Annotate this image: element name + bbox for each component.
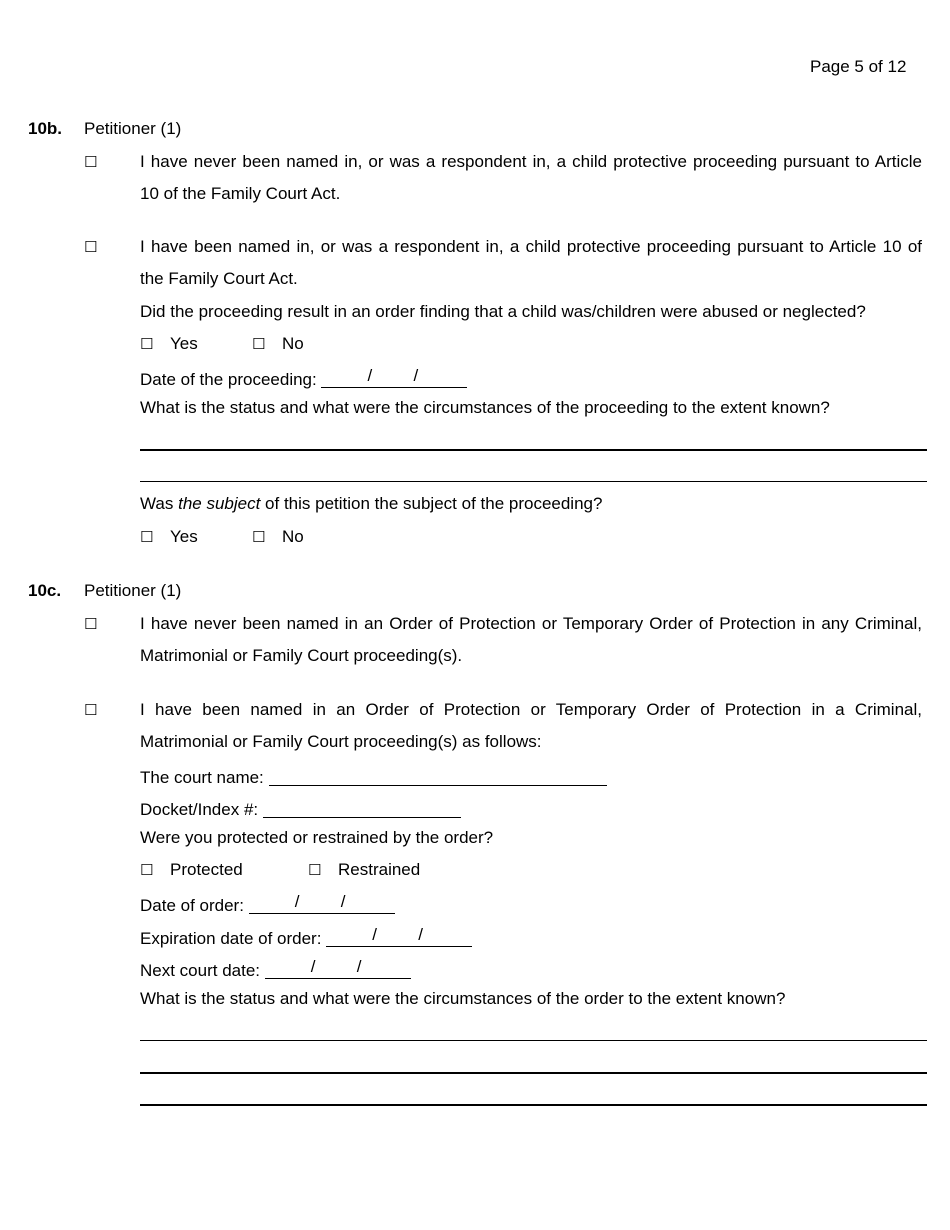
answer-line-10c-3[interactable]: [140, 1104, 927, 1106]
checkbox-10b-never-named[interactable]: ☐: [84, 153, 98, 171]
label-10b-subject-yes: Yes: [170, 527, 198, 546]
date-of-order-label: Date of order:: [140, 896, 244, 915]
next-court-date-field[interactable]: [265, 957, 411, 979]
question-10b-status-circumstances: What is the status and what were the circumstances of the proceeding to the extent known?: [140, 398, 830, 417]
court-name-field[interactable]: [269, 767, 607, 786]
option-10c-have-been-named-text: I have been named in an Order of Protection or Temporary Order of Protection in a Criminal, Matrimonial or Family Court proceeding(s) as follows:: [140, 700, 922, 751]
checkbox-10c-have-been-named[interactable]: ☐: [84, 701, 98, 719]
checkbox-10b-have-been-named[interactable]: ☐: [84, 238, 98, 256]
date-separator: /: [367, 366, 373, 385]
option-10b-have-been-named-text: I have been named in, or was a respondent in, a child protective proceeding pursuant to Article 10 of the Family Court Act.: [140, 237, 922, 288]
answer-line-10b-1[interactable]: [140, 449, 927, 451]
answer-line-10b-2[interactable]: [140, 481, 927, 482]
label-10b-subject-no: No: [282, 527, 304, 546]
docket-index-label: Docket/Index #:: [140, 800, 259, 819]
question-10c-protected-restrained: Were you protected or restrained by the order?: [140, 828, 494, 847]
question-10b-abuse-neglect-result: Did the proceeding result in an order finding that a child was/children were abused or neglected?: [140, 302, 866, 321]
question-10b-subject-of-proceeding: [140, 494, 602, 514]
next-court-date-label: Next court date:: [140, 961, 261, 980]
answer-line-10c-2[interactable]: [140, 1072, 927, 1074]
section-10b-number: 10b.: [28, 119, 63, 138]
checkbox-10b-subject-no[interactable]: ☐: [252, 528, 266, 546]
option-10c-never-named-text: I have never been named in an Order of Protection or Temporary Order of Protection in any Criminal, Matrimonial or Family Court proceeding(s).: [140, 614, 922, 665]
question-10b-subject-pre: Was: [140, 494, 179, 513]
checkbox-10c-protected[interactable]: ☐: [140, 861, 154, 879]
expiration-date-field[interactable]: [326, 925, 472, 947]
section-10b-heading: Petitioner (1): [84, 119, 182, 138]
date-of-proceeding-label: Date of the proceeding:: [140, 370, 317, 389]
expiration-date-row: [140, 925, 472, 949]
date-of-order-field[interactable]: [249, 892, 395, 914]
date-separator: /: [372, 925, 377, 944]
page-number: Page 5 of 12: [810, 57, 907, 76]
checkbox-10c-restrained[interactable]: ☐: [308, 861, 322, 879]
question-10c-status-circumstances: What is the status and what were the circumstances of the order to the extent known?: [140, 989, 786, 1008]
label-10c-protected: Protected: [170, 860, 243, 879]
date-separator: /: [294, 892, 300, 911]
date-of-order-row: [140, 892, 395, 916]
date-of-proceeding-field[interactable]: [321, 366, 467, 388]
checkbox-10b-subject-yes[interactable]: ☐: [140, 528, 154, 546]
date-separator: /: [418, 925, 423, 944]
checkbox-10b-result-yes[interactable]: ☐: [140, 335, 154, 353]
option-10b-never-named-text: I have never been named in, or was a respondent in, a child protective proceeding pursuant to Article 10 of the Family Court Act.: [140, 152, 922, 203]
checkbox-10c-never-named[interactable]: ☐: [84, 615, 98, 633]
question-10b-subject-emphasis: the subject: [178, 494, 261, 513]
date-of-proceeding-row: [140, 366, 467, 390]
court-name-label: The court name:: [140, 768, 264, 787]
docket-index-field[interactable]: [263, 799, 461, 818]
date-separator: /: [413, 366, 419, 385]
label-10c-restrained: Restrained: [338, 860, 421, 879]
expiration-date-label: Expiration date of order:: [140, 929, 322, 948]
docket-index-row: [140, 796, 461, 820]
answer-line-10c-1[interactable]: [140, 1040, 927, 1041]
next-court-date-row: [140, 957, 411, 981]
label-10b-result-no: No: [282, 334, 304, 353]
checkbox-10b-result-no[interactable]: ☐: [252, 335, 266, 353]
date-separator: /: [340, 892, 346, 911]
section-10c-heading: Petitioner (1): [84, 581, 182, 600]
date-separator: /: [356, 957, 362, 976]
section-10c-number: 10c.: [28, 581, 62, 600]
label-10b-result-yes: Yes: [170, 334, 198, 353]
court-name-row: [140, 764, 607, 788]
date-separator: /: [310, 957, 316, 976]
question-10b-subject-post: of this petition the subject of the proceeding?: [260, 494, 603, 513]
